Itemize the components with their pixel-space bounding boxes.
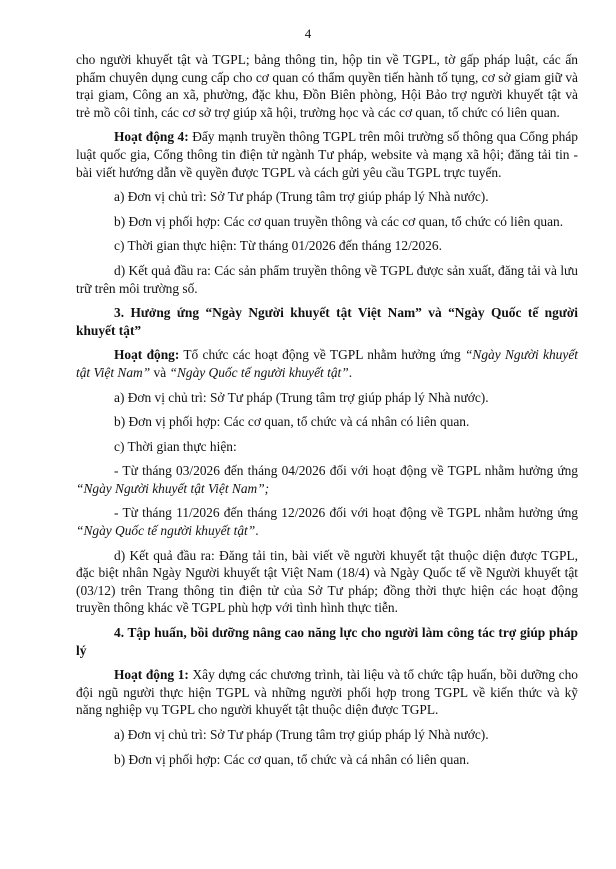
activity-4-text: Đẩy mạnh truyền thông TGPL trên môi trường số thông qua Cổng pháp luật quốc gia, Cổng thông tin điện tử ngành Tư pháp, website và mạng xã hội; đăng tải tin - bài viết hướng dẫn về quyền được TGPL và cách gửi yêu cầu TGPL trực tuyến. [76, 129, 578, 180]
section-3-emphasis-1: “Ngày Người khuyết tật Việt Nam” [76, 347, 578, 380]
activity-4-label: Hoạt động 4: [114, 129, 189, 145]
section-3-end: . [348, 364, 353, 380]
section-4-activity-1-text: Xây dựng các chương trình, tài liệu và tổ chức tập huấn, bồi dưỡng cho đội ngũ người thực hiện TGPL và những người phối hợp trong TGPL về kiến thức và kỹ năng nghiệp vụ TGPL cho người khuyết tật thuộc diện được TGPL. [76, 667, 579, 718]
activity-4-item-d: d) Kết quả đầu ra: Các sản phẩm truyền thông về TGPL được sản xuất, đăng tải và lưu trữ trên môi trường số. [76, 262, 578, 296]
section-3-time-2-emphasis: “Ngày Quốc tế người khuyết tật” [76, 523, 256, 539]
activity-4-item-a: a) Đơn vị chủ trì: Sở Tư pháp (Trung tâm trợ giúp pháp lý Nhà nước). [114, 189, 489, 205]
page-number: 4 [304, 26, 312, 41]
section-3-activity-text: Tổ chức các hoạt động về TGPL nhằm hưởng ứng [179, 347, 465, 363]
section-3-activity [76, 346, 578, 381]
document-body [76, 51, 578, 775]
section-3-connector: và [150, 364, 170, 380]
section-3-item-b: b) Đơn vị phối hợp: Các cơ quan, tổ chức và cá nhân có liên quan. [114, 414, 470, 430]
section-3-item-a: a) Đơn vị chủ trì: Sở Tư pháp (Trung tâm trợ giúp pháp lý Nhà nước). [114, 389, 489, 405]
section-3-activity-label: Hoạt động: [114, 347, 180, 363]
section-3-time-1 [76, 462, 578, 497]
section-3-time-2-text: - Từ tháng 11/2026 đến tháng 12/2026 đối với hoạt động về TGPL nhằm hưởng ứng [114, 505, 578, 521]
activity-4-item-c: c) Thời gian thực hiện: Từ tháng 01/2026 đến tháng 12/2026. [114, 238, 442, 254]
section-3-time-1-emphasis: “Ngày Người khuyết tật Việt Nam”; [76, 480, 270, 496]
section-3-heading: 3. Hưởng ứng “Ngày Người khuyết tật Việt Nam” và “Ngày Quốc tế người khuyết tật” [76, 305, 578, 338]
section-3-item-d: d) Kết quả đầu ra: Đăng tải tin, bài viết về người khuyết tật thuộc diện được TGPL, đặc biệt nhân Ngày Người khuyết tật Việt Nam (18/4) và Ngày Quốc tế về Người khuyết tật (03/12) trên Trang thông tin điện tử của Sở Tư pháp; đồng thời thực hiện các hoạt động truyền thông khác về TGPL phù hợp với tình hình thực tiễn. [76, 547, 578, 616]
section-4-item-b: b) Đơn vị phối hợp: Các cơ quan, tổ chức và cá nhân có liên quan. [114, 751, 470, 767]
section-4-activity-1 [76, 666, 578, 719]
section-4-activity-1-label: Hoạt động 1: [114, 667, 189, 683]
section-3-time-2-end: . [255, 523, 259, 539]
section-4-item-a: a) Đơn vị chủ trì: Sở Tư pháp (Trung tâm trợ giúp pháp lý Nhà nước). [114, 727, 489, 742]
paragraph-continuation: cho người khuyết tật và TGPL; bảng thông tin, hộp tin về TGPL, tờ gấp pháp luật, các ấn phẩm chuyên dụng cung cấp cho cơ quan có thẩm quyền tiến hành tố tụng, cơ sở giam giữ và trại giam, Công an xã, phường, đặc khu, Đồn Biên phòng, Hội Bảo trợ người khuyết tật và trẻ mồ côi tỉnh, các cơ sở trợ giúp xã hội, trường học và các cơ quan, tổ chức có liên quan. [76, 52, 578, 120]
activity-4-paragraph [76, 128, 578, 181]
section-3-emphasis-2: “Ngày Quốc tế người khuyết tật” [169, 364, 349, 380]
section-3-item-c: c) Thời gian thực hiện: [114, 438, 237, 454]
section-4-heading: 4. Tập huấn, bồi dưỡng nâng cao năng lực cho người làm công tác trợ giúp pháp lý [76, 625, 578, 658]
activity-4-item-b: b) Đơn vị phối hợp: Các cơ quan truyền thông và các cơ quan, tổ chức có liên quan. [114, 213, 564, 229]
section-3-time-1-text: - Từ tháng 03/2026 đến tháng 04/2026 đối với hoạt động về TGPL nhằm hưởng ứng [114, 463, 578, 479]
section-3-time-2 [76, 504, 578, 539]
